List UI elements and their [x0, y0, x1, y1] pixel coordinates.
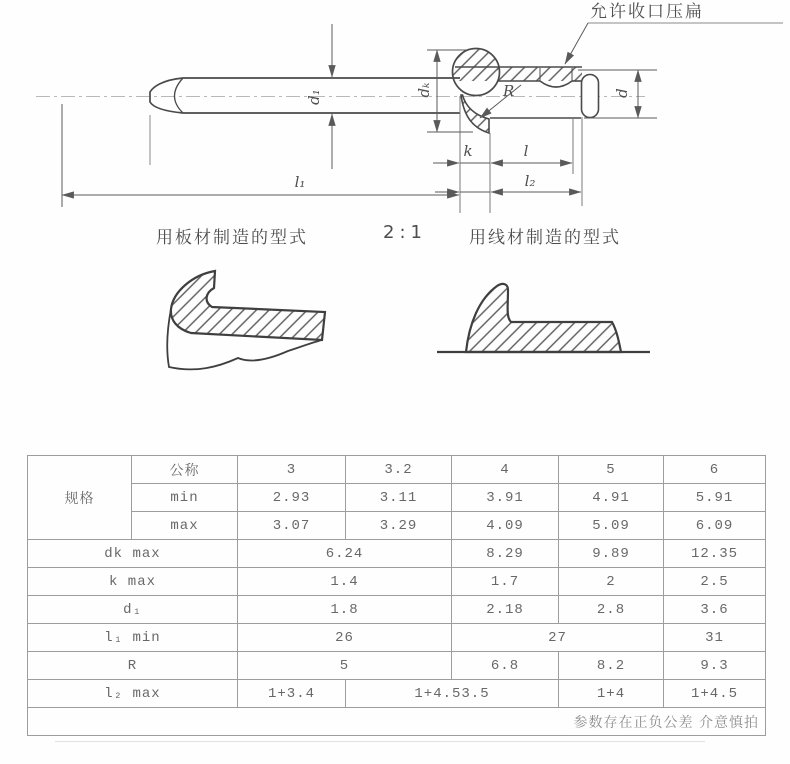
max-value-cell: 3.07	[238, 512, 346, 540]
max-value-cell: 3.29	[346, 512, 452, 540]
value-cell: 3.6	[664, 596, 766, 624]
value-cell: 5	[238, 652, 452, 680]
d1-label: d₁	[305, 89, 323, 105]
value-cell: 27	[452, 624, 664, 652]
row-label-cell: k max	[28, 568, 238, 596]
value-cell: 1.4	[238, 568, 452, 596]
table-row-min	[28, 484, 766, 512]
table-row-l2-max	[28, 680, 766, 708]
sheet-section-hatched-body	[171, 271, 325, 340]
dk-label: dₖ	[415, 82, 433, 98]
dimension-d1	[305, 24, 332, 169]
nominal-label-cell: 公称	[132, 456, 238, 484]
flatten-note-leader	[565, 23, 588, 64]
flatten-note-text: 允许收口压扁	[590, 2, 704, 22]
table-row-dk-max	[28, 540, 766, 568]
radius-label: R	[503, 82, 515, 100]
sheet-type-section	[167, 271, 325, 369]
value-cell: 2.18	[452, 596, 559, 624]
l2-label: l₂	[524, 172, 536, 190]
value-cell: 1.8	[238, 596, 452, 624]
nominal-value-cell: 5	[559, 456, 664, 484]
value-cell: 8.2	[559, 652, 664, 680]
value-cell: 1.7	[452, 568, 559, 596]
cropped-next-row-line	[55, 741, 705, 742]
value-cell: 9.3	[664, 652, 766, 680]
radius-leader-line	[480, 85, 521, 118]
l1-label: l₁	[294, 173, 306, 191]
value-cell: 12.35	[664, 540, 766, 568]
table-row-nominal	[28, 456, 766, 484]
value-cell: 1+3.4	[238, 680, 346, 708]
caption-wire-type: 用线材制造的型式	[469, 228, 621, 248]
table-row-footer-note	[28, 708, 766, 736]
row-label-cell: l₂ max	[28, 680, 238, 708]
wire-type-section	[437, 284, 650, 352]
scale-label: 2:1	[383, 222, 427, 243]
max-label-cell: max	[132, 512, 238, 540]
spec-header-cell: 规格	[28, 456, 132, 540]
d-label: d	[613, 88, 631, 98]
min-value-cell: 3.11	[346, 484, 452, 512]
value-cell: 2.8	[559, 596, 664, 624]
value-cell: 1+4	[559, 680, 664, 708]
min-value-cell: 2.93	[238, 484, 346, 512]
max-value-cell: 4.09	[452, 512, 559, 540]
spec-table	[27, 455, 766, 736]
row-label-cell: dk max	[28, 540, 238, 568]
k-label: k	[463, 142, 473, 160]
value-cell: 6.24	[238, 540, 452, 568]
value-cell: 2.5	[664, 568, 766, 596]
dimension-k-l	[433, 142, 572, 163]
wire-section-hatched-body	[466, 284, 621, 352]
value-cell: 2	[559, 568, 664, 596]
nominal-value-cell: 3	[238, 456, 346, 484]
value-cell: 1+4.5	[664, 680, 766, 708]
caption-sheet-type: 用板材制造的型式	[156, 228, 308, 248]
nominal-value-cell: 3.2	[346, 456, 452, 484]
row-label-cell: R	[28, 652, 238, 680]
flatten-note-callout	[565, 2, 783, 64]
tube-end-cap	[582, 75, 599, 118]
max-value-cell: 5.09	[559, 512, 664, 540]
radius-callout	[480, 82, 521, 118]
head-hatch	[452, 48, 499, 81]
value-cell: 26	[238, 624, 452, 652]
footer-note-cell: 参数存在正负公差 介意慎拍	[28, 708, 766, 736]
table-row-k-max	[28, 568, 766, 596]
l-label: l	[523, 142, 529, 160]
dimension-l2	[435, 172, 581, 192]
value-cell: 31	[664, 624, 766, 652]
table-row-l1-min	[28, 624, 766, 652]
value-cell: 9.89	[559, 540, 664, 568]
nominal-value-cell: 4	[452, 456, 559, 484]
min-value-cell: 5.91	[664, 484, 766, 512]
mandrel-tip-inner-curve	[175, 78, 184, 113]
row-label-cell: d₁	[28, 596, 238, 624]
table-row-max	[28, 512, 766, 540]
dimension-l1	[62, 104, 459, 207]
min-value-cell: 3.91	[452, 484, 559, 512]
min-value-cell: 4.91	[559, 484, 664, 512]
table-row-R	[28, 652, 766, 680]
value-cell: 8.29	[452, 540, 559, 568]
flattened-mouth-arc	[540, 81, 572, 87]
value-cell: 1+4.53.5	[346, 680, 559, 708]
max-value-cell: 6.09	[664, 512, 766, 540]
min-label-cell: min	[132, 484, 238, 512]
nominal-value-cell: 6	[664, 456, 766, 484]
row-label-cell: l₁ min	[28, 624, 238, 652]
table-row-d1	[28, 596, 766, 624]
value-cell: 6.8	[452, 652, 559, 680]
